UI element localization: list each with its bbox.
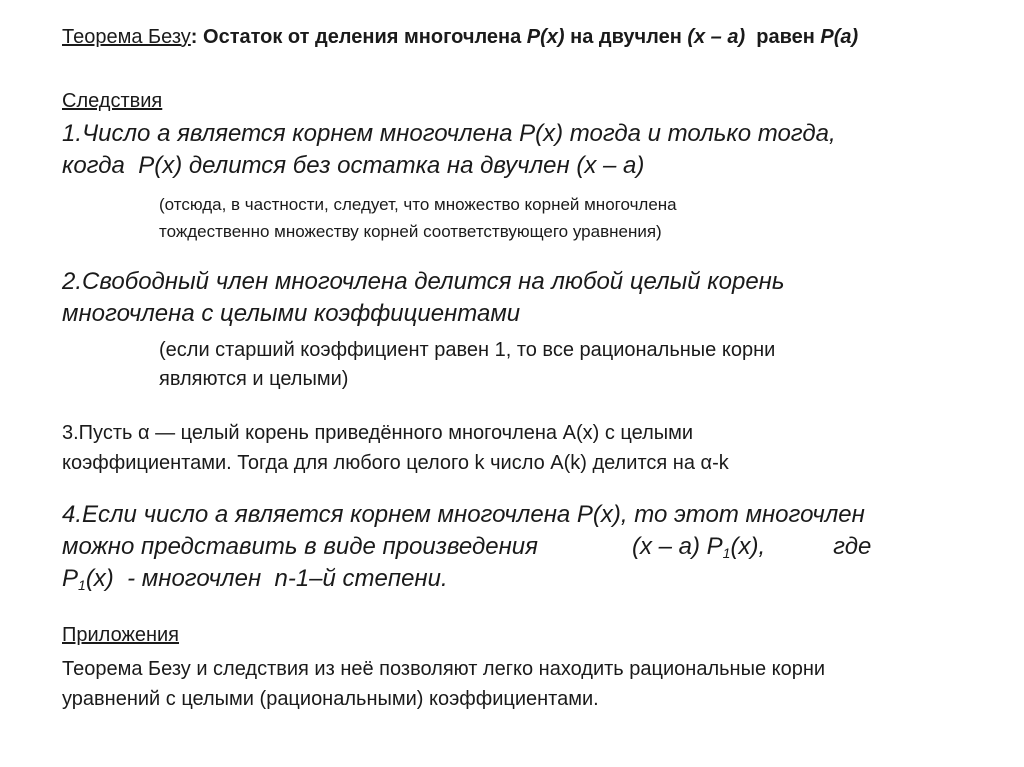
corollary-1-line-1: 1.Число a является корнем многочлена P(x) тогда и только тогда, — [62, 120, 836, 147]
applications-line-2: уравнений с целыми (рациональными) коэффициентами. — [62, 688, 599, 710]
corollary-4-line-2 — [62, 531, 871, 563]
title-colon: : — [190, 26, 198, 48]
corollary-2 — [62, 266, 785, 330]
corollary-1-note — [159, 191, 677, 245]
corollary-2-line-1: 2.Свободный член многочлена делится на любой целый корень — [62, 268, 785, 295]
corollary-4-sub: 1 — [722, 545, 731, 561]
corollary-4-line-2a: можно представить в виде произведения — [62, 533, 538, 560]
corollary-1-note-line-2: тождественно множеству корней соответствующего уравнения) — [159, 222, 662, 241]
corollary-4-line-2b: (x – a) P — [631, 533, 723, 560]
title-xa: (x – a) — [687, 26, 746, 48]
title-text-2: на двучлен — [564, 26, 688, 48]
corollary-4-line-2c: (x), — [730, 533, 766, 560]
corollary-4-line-3 — [62, 563, 871, 595]
corollaries-heading: Следствия — [62, 90, 163, 112]
corollary-4 — [62, 499, 871, 595]
corollary-4-line-3b: (x) - многочлен n-1–й степени. — [85, 565, 448, 592]
corollary-3 — [62, 418, 729, 478]
applications-heading: Приложения — [62, 624, 180, 646]
applications-line-1: Теорема Безу и следствия из неё позволяют легко находить рациональные корни — [62, 658, 826, 680]
theorem-name: Теорема Безу — [62, 26, 191, 48]
title-text-1: Остаток от деления многочлена — [197, 26, 527, 48]
corollary-2-note — [159, 336, 775, 394]
corollary-4-line-1: 4.Если число a является корнем многочлена P(x), то этот многочлен — [62, 501, 865, 528]
theorem-title — [62, 26, 858, 49]
corollary-4-line-3a: P — [62, 565, 79, 592]
corollary-2-note-line-2: являются и целыми) — [159, 368, 349, 390]
corollary-2-note-line-1: (если старший коэффициент равен 1, то все рациональные корни — [159, 339, 776, 361]
corollary-1-line-2: когда P(x) делится без остатка на двучлен (x – a) — [62, 152, 645, 179]
corollary-1-note-line-1: (отсюда, в частности, следует, что множество корней многочлена — [159, 195, 677, 214]
corollary-4-line-3-sub: 1 — [78, 577, 86, 593]
corollary-2-line-2: многочлена с целыми коэффициентами — [62, 300, 521, 327]
corollary-1 — [62, 118, 836, 182]
corollary-3-line-2: коэффициентами. Тогда для любого целого k число A(k) делится на α-k — [62, 452, 729, 474]
applications-text — [62, 654, 825, 714]
corollary-3-line-1: 3.Пусть α — целый корень приведённого многочлена A(x) с целыми — [62, 422, 694, 444]
title-pa: P(a) — [820, 26, 859, 48]
title-text-3: равен — [745, 26, 821, 48]
title-px: P(x) — [526, 26, 565, 48]
corollary-4-line-2d: где — [833, 533, 872, 560]
